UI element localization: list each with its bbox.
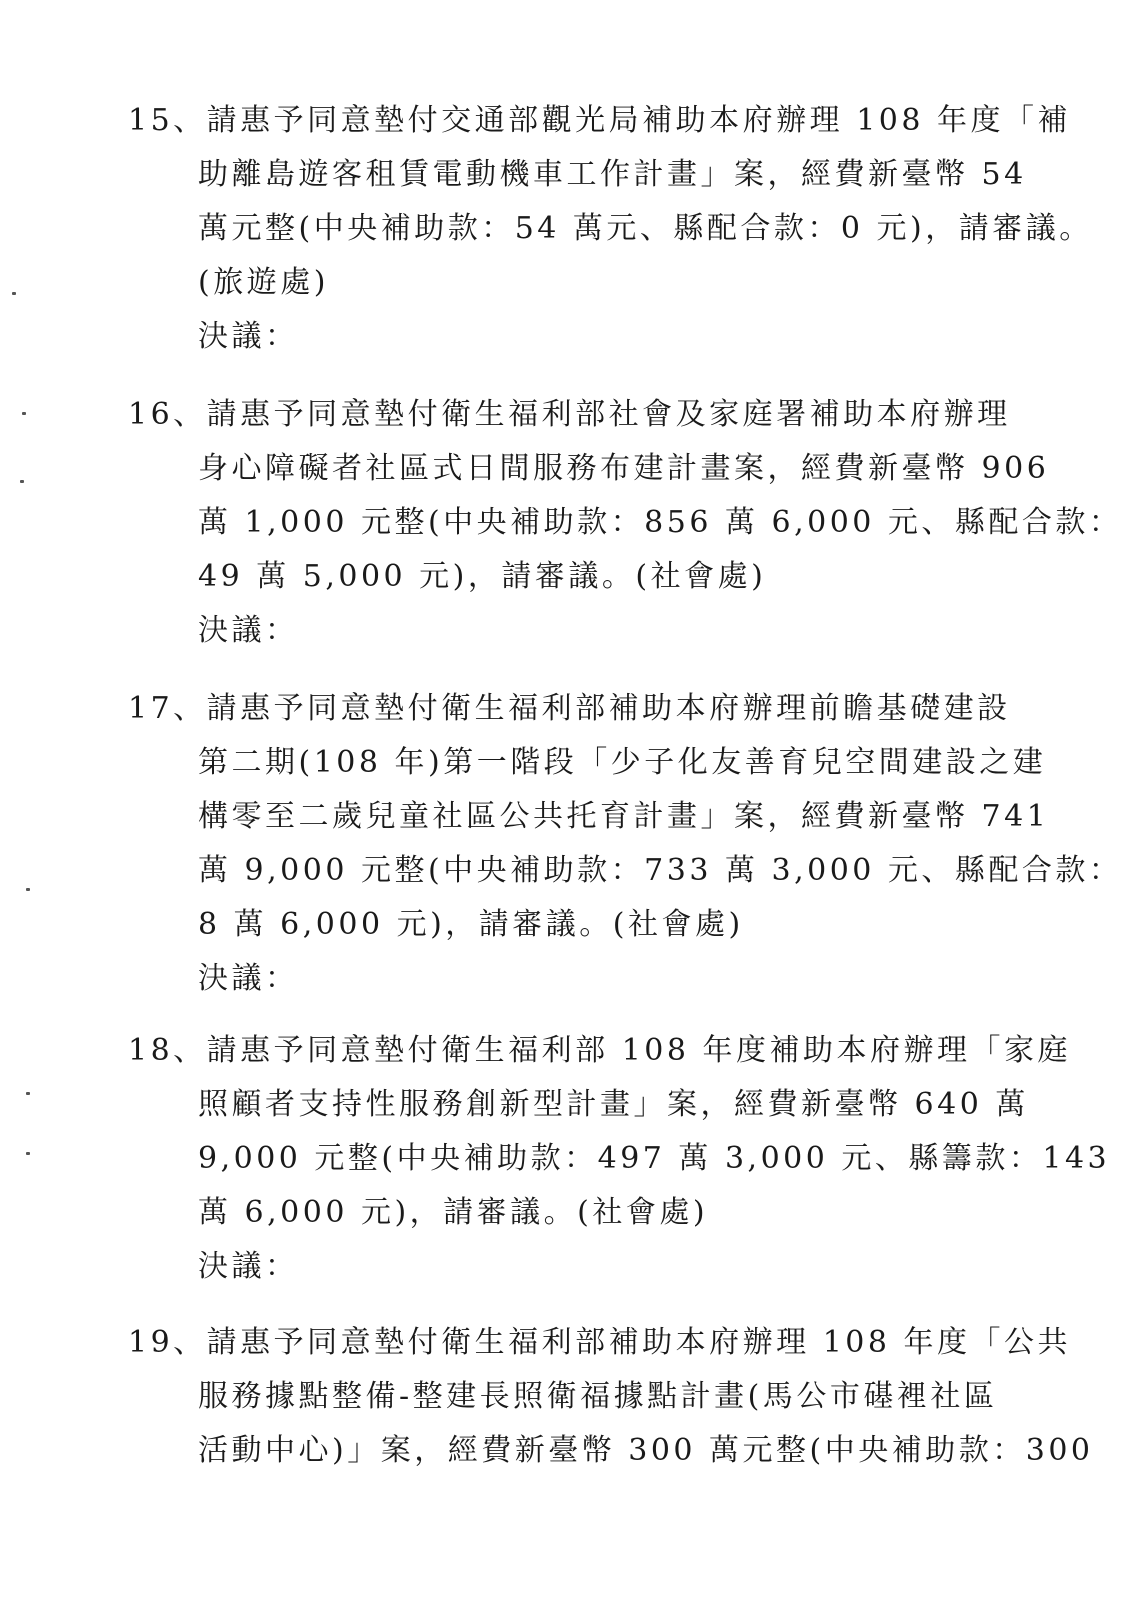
item-line: 身心障礙者社區式日間服務布建計畫案，經費新臺幣 906 — [198, 451, 1050, 486]
item-line: 18、請惠予同意墊付衛生福利部 108 年度補助本府辦理「家庭 — [128, 1033, 1072, 1068]
agenda-item-15 — [128, 94, 1093, 364]
item-line: 萬 6,000 元)，請審議。(社會處) — [198, 1195, 709, 1230]
item-line: 萬 1,000 元整(中央補助款：856 萬 6,000 元、縣配合款： — [198, 505, 1123, 540]
scan-mark — [20, 480, 24, 483]
resolution-label: 決議： — [198, 613, 299, 648]
agenda-item-18 — [128, 1024, 1111, 1294]
scan-mark — [12, 292, 16, 295]
item-line: 萬元整(中央補助款：54 萬元、縣配合款：0 元)，請審議。 — [198, 211, 1093, 246]
item-line: 助離島遊客租賃電動機車工作計畫」案，經費新臺幣 54 — [198, 157, 1027, 192]
item-line: 服務據點整備-整建長照衛福據點計畫(馬公市𥕛裡社區 — [198, 1379, 998, 1414]
item-line: 第二期(108 年)第一階段「少子化友善育兒空間建設之建 — [198, 745, 1047, 780]
scan-mark — [26, 888, 30, 891]
item-line: 16、請惠予同意墊付衛生福利部社會及家庭署補助本府辦理 — [128, 397, 1011, 432]
item-line: 照顧者支持性服務創新型計畫」案，經費新臺幣 640 萬 — [198, 1087, 1029, 1122]
item-line: (旅遊處) — [198, 265, 329, 300]
item-line: 萬 9,000 元整(中央補助款：733 萬 3,000 元、縣配合款： — [198, 853, 1123, 888]
agenda-item-19 — [128, 1316, 1094, 1478]
resolution-label: 決議： — [198, 319, 299, 354]
item-line: 15、請惠予同意墊付交通部觀光局補助本府辦理 108 年度「補 — [128, 103, 1072, 138]
resolution-label: 決議： — [198, 961, 299, 996]
item-line: 17、請惠予同意墊付衛生福利部補助本府辦理前瞻基礎建設 — [128, 691, 1011, 726]
agenda-item-16 — [128, 388, 1123, 658]
item-line: 8 萬 6,000 元)，請審議。(社會處) — [198, 907, 744, 942]
agenda-item-17 — [128, 682, 1123, 1006]
resolution-label: 決議： — [198, 1249, 299, 1284]
item-line: 9,000 元整(中央補助款：497 萬 3,000 元、縣籌款：143 — [198, 1141, 1111, 1176]
item-line: 49 萬 5,000 元)，請審議。(社會處) — [198, 559, 767, 594]
scan-mark — [22, 412, 26, 415]
scan-mark — [26, 1152, 30, 1155]
item-line: 活動中心)」案，經費新臺幣 300 萬元整(中央補助款：300 — [198, 1433, 1094, 1468]
item-line: 構零至二歲兒童社區公共托育計畫」案，經費新臺幣 741 — [198, 799, 1050, 834]
scan-mark — [26, 1092, 30, 1095]
item-line: 19、請惠予同意墊付衛生福利部補助本府辦理 108 年度「公共 — [128, 1325, 1072, 1360]
